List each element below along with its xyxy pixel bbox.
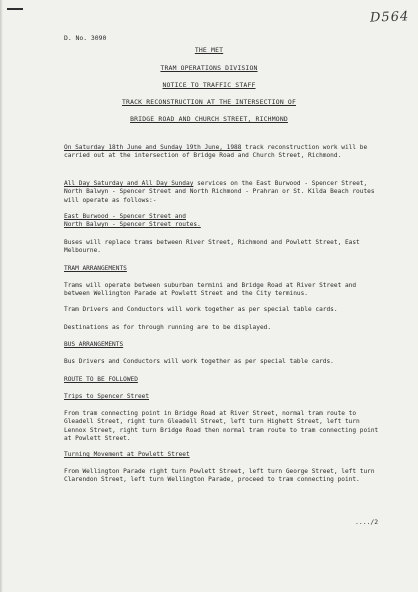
page-continuation: ..../2: [355, 518, 379, 526]
subject-heading-line1: TRACK RECONSTRUCTION AT THE INTERSECTION OF: [121, 98, 297, 106]
paragraph-tram-drivers: [64, 306, 384, 314]
handwritten-reference: D564: [369, 9, 410, 26]
paragraph-text: Buses will replace trams between River Street, Richmond and Powlett Street, East Melbourne.: [64, 239, 360, 255]
tram-arrangements-heading: TRAM ARRANGEMENTS: [64, 265, 127, 272]
paragraph-text: Bus Drivers and Conductors will work together as per special table cards.: [64, 358, 334, 365]
trips-heading: Trips to Spencer Street: [64, 393, 150, 400]
paragraph-buses: [64, 239, 384, 256]
paragraph-turning: [64, 468, 384, 485]
paragraph-text: Tram Drivers and Conductors will work together as per special table cards.: [64, 306, 338, 313]
org-heading: THE MET: [194, 46, 224, 54]
subject-heading-line2: BRIDGE ROAD AND CHURCH STREET, RICHMOND: [130, 115, 288, 123]
route-heading: ROUTE TO BE FOLLOWED: [64, 376, 138, 383]
paragraph-trams: [64, 282, 384, 299]
paragraph-text: From Wellington Parade right turn Powlett Street, left turn George Street, left turn Clarendon Street, left turn Wellington Parade, proceed to tram connecting point.: [64, 468, 375, 484]
paragraph-services: [64, 180, 384, 205]
paragraph-destinations: [64, 324, 384, 332]
routes-line1: East Burwood - Spencer Street and: [64, 213, 187, 220]
paragraph-route-trips: [64, 410, 384, 444]
turning-heading: Turning Movement at Powlett Street: [64, 451, 190, 458]
paragraph-dates: [64, 144, 384, 161]
paragraph-bus-drivers: [64, 358, 384, 366]
paragraph-text: track reconstruction work will be carried out at the intersection of Bridge Road and Church Street, Richmond.: [64, 144, 368, 160]
bus-arrangements-heading: BUS ARRANGEMENTS: [64, 341, 124, 348]
notice-heading: NOTICE TO TRAFFIC STAFF: [162, 81, 256, 89]
corner-mark: [7, 8, 23, 10]
division-heading: TRAM OPERATIONS DIVISION: [160, 64, 258, 72]
routes-affected: [64, 213, 384, 230]
paragraph-text: Destinations as for through running are to be displayed.: [64, 324, 272, 331]
paragraph-text: From tram connecting point in Bridge Road at River Street, normal tram route to Gleadell Street, right turn Gleadell Street, left turn Highett Street, left turn Lennox Street, right turn Bridge Road then normal tram route to tram connecting point at Powlett Street.: [64, 410, 379, 443]
routes-line2: North Balwyn - Spencer Street routes.: [64, 221, 201, 229]
paragraph-text: services on the East Burwood - Spencer Street, North Balwyn - Spencer Street and North Richmond - Prahran or St. Kilda Beach routes will operate as follows:-: [64, 180, 375, 204]
document-number: D. No. 3090: [64, 34, 107, 42]
date-phrase: On Saturday 18th June and Sunday 19th June, 1988: [64, 144, 242, 151]
paragraph-text: Trams will operate between suburban termini and Bridge Road at River Street and between Wellington Parade at Powlett Street and the City terminus.: [64, 282, 357, 298]
all-day-phrase: All Day Saturday and All Day Sunday: [64, 180, 194, 187]
